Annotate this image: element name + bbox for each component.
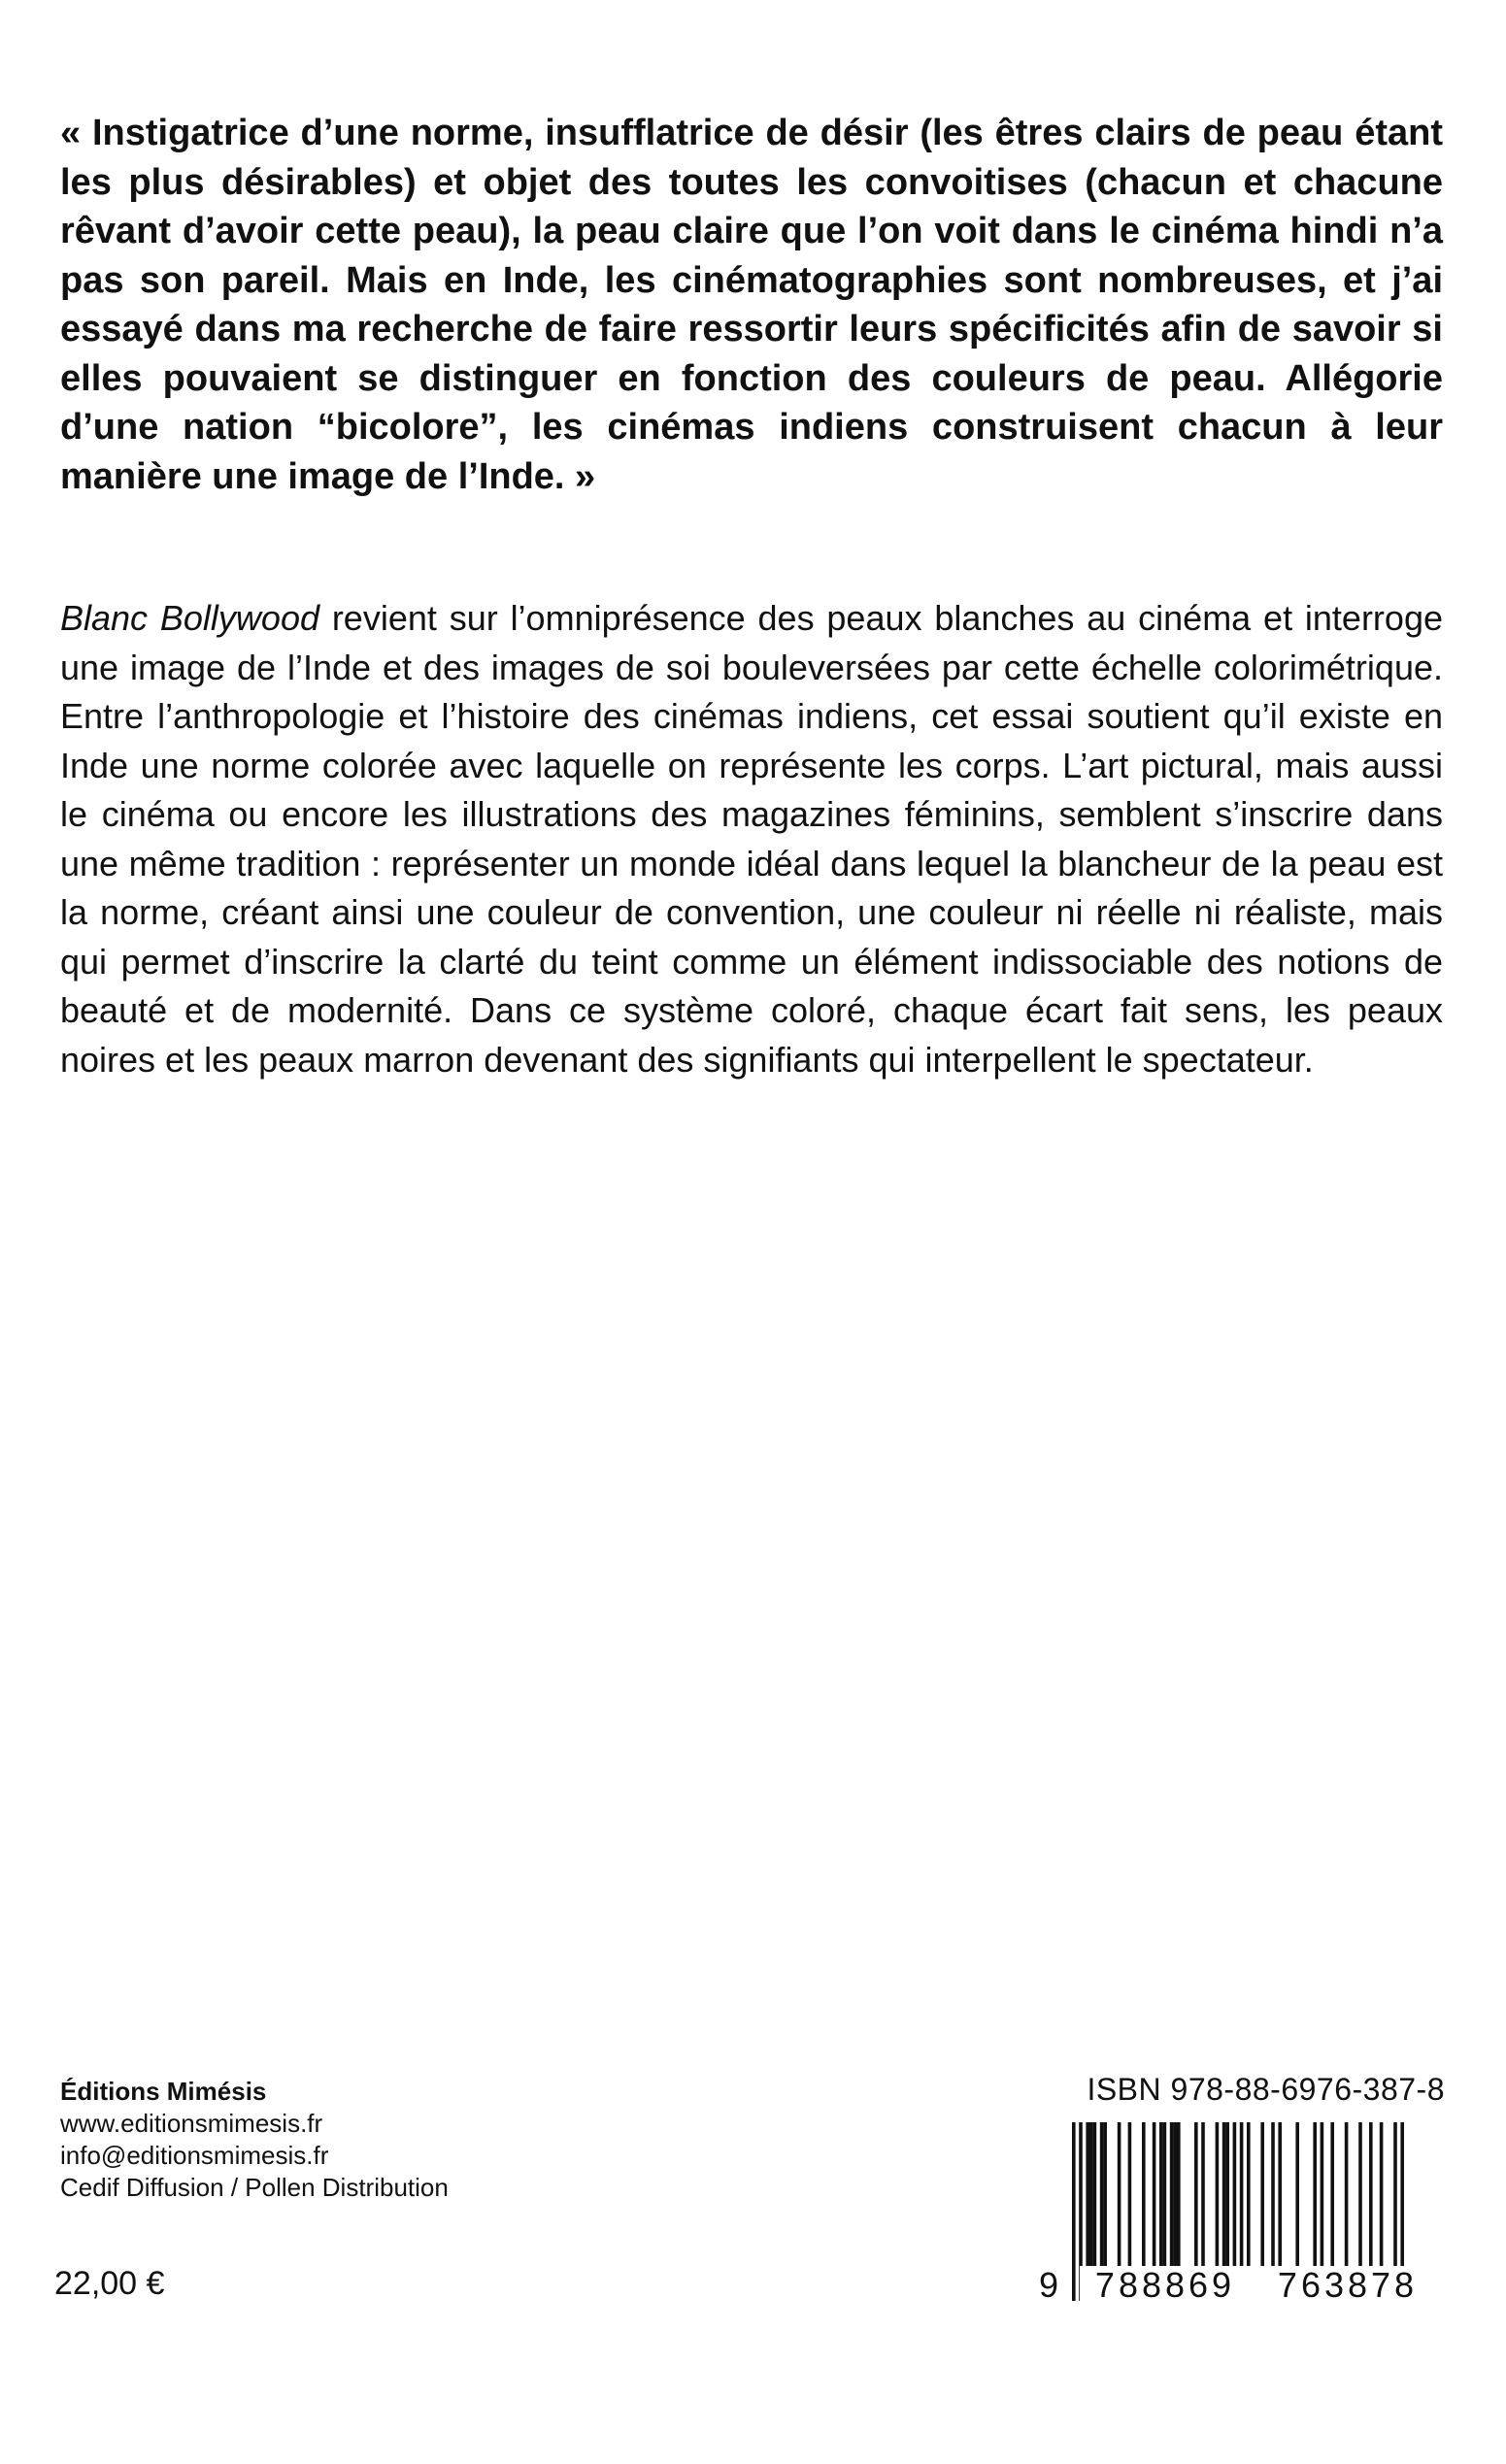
barcode-bar: [1295, 2122, 1299, 2266]
barcode-bar: [1247, 2122, 1251, 2266]
publisher-distribution: Cedif Diffusion / Pollen Distribution: [60, 2173, 449, 2202]
barcode-right-digits: 763878: [1262, 2266, 1433, 2305]
barcode-bar: [1170, 2122, 1174, 2266]
barcode-digits: [1037, 2266, 1445, 2305]
barcode-bar: [1128, 2122, 1132, 2266]
price-label: 22,00 €: [54, 2265, 165, 2302]
barcode-bar: [1103, 2122, 1107, 2266]
barcode-bar: [1100, 2122, 1104, 2266]
publisher-name: Éditions Mimésis: [60, 2077, 267, 2106]
barcode-bar: [1271, 2122, 1275, 2266]
barcode-bar: [1173, 2122, 1177, 2266]
barcode-bar: [1194, 2122, 1198, 2266]
barcode-bar: [1089, 2122, 1093, 2266]
barcode-bar: [1278, 2122, 1282, 2266]
barcode-bar: [1201, 2122, 1205, 2266]
barcode-bar: [1177, 2122, 1181, 2266]
barcode-left-digits: 788869: [1080, 2266, 1251, 2305]
barcode-bar: [1153, 2122, 1156, 2266]
publisher-email[interactable]: info@editionsmimesis.fr: [60, 2141, 329, 2170]
publisher-block: [60, 2076, 449, 2204]
book-summary: [60, 594, 1443, 1084]
barcode-bar: [1358, 2122, 1362, 2266]
barcode-bar: [1369, 2122, 1373, 2266]
isbn-label: ISBN 978-88-6976-387-8: [1087, 2072, 1445, 2107]
barcode-bar: [1321, 2122, 1324, 2266]
barcode-bar: [1216, 2122, 1220, 2266]
barcode-bar: [1118, 2122, 1121, 2266]
summary-text: revient sur l’omniprésence des peaux blanches au cinéma et interroge une image de l’Inde et des images de soi bouleversées par cette échelle colorimétrique. Entre l’anthropologie et l’histoire des cinémas indiens, cet essai soutient qu’il existe en Inde une norme colorée avec laquelle on représente les corps. L’art pictural, mais aussi le cinéma ou encore les illustrations des magazines féminins, semblent s’inscrire dans une même tradition : représenter un monde idéal dans lequel la blancheur de la peau est la norme, créant ainsi une couleur de convention, une couleur ni réelle ni réaliste, mais qui permet d’inscrire la clarté du teint comme un élément indissociable des notions de beauté et de modernité. Dans ce système coloré, chaque écart fait sens, les peaux noires et les peaux marron devenant des signifiants qui interpellent le spectateur.: [60, 598, 1443, 1080]
barcode-bar: [1093, 2122, 1097, 2266]
barcode-bar: [1225, 2122, 1229, 2266]
back-cover-quote: « Instigatrice d’une norme, insufflatrice de désir (les êtres clairs de peau étant les plus désirables) et objet des toutes les convoitises (chacun et chacune rêvant d’avoir cette peau), la peau claire que l’on voit dans le cinéma hindi n’a pas son pareil. Mais en Inde, les cinématographies sont nombreuses, et j’ai essayé dans ma recherche de faire ressortir leurs spécificités afin de savoir si elles pouvaient se distinguer en fonction des couleurs de peau. Allégorie d’une nation “bicolore”, les cinémas indiens construisent chacun à leur manière une image de l’Inde. »: [60, 113, 1443, 497]
barcode-bar: [1260, 2122, 1264, 2266]
barcode-bar: [1086, 2122, 1089, 2266]
barcode-bar: [1330, 2122, 1334, 2266]
barcode-bar: [1159, 2122, 1163, 2266]
barcode-bar: [1142, 2122, 1146, 2266]
barcode-bar: [1222, 2122, 1226, 2266]
barcode-lead-digit: 9: [1038, 2265, 1059, 2305]
publisher-website[interactable]: www.editionsmimesis.fr: [60, 2109, 323, 2138]
barcode-bar: [1313, 2122, 1317, 2266]
book-title: Blanc Bollywood: [60, 598, 319, 638]
barcode-bar: [1380, 2122, 1384, 2266]
barcode-bar: [1163, 2122, 1167, 2266]
barcode-bar: [1345, 2122, 1349, 2266]
